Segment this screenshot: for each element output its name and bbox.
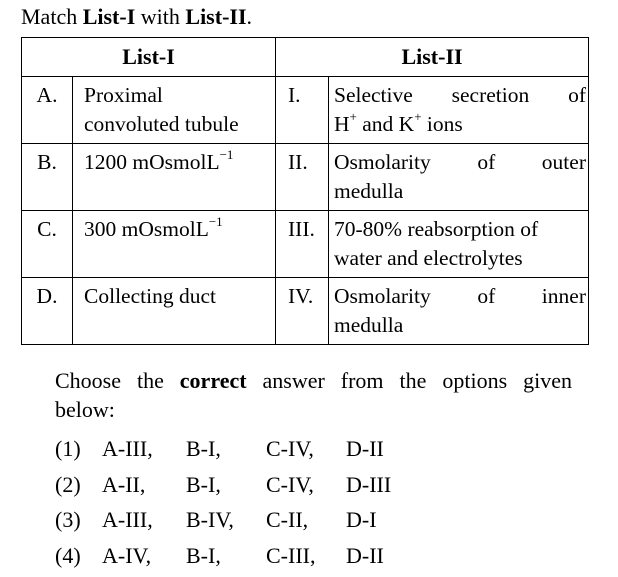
- row-label-right: I.: [276, 77, 329, 144]
- option-pair: B-I,: [186, 542, 221, 568]
- option-pair: D-III: [346, 471, 392, 497]
- table-row: [22, 211, 589, 278]
- option-number: (2): [55, 471, 81, 497]
- list2-item: [329, 144, 589, 211]
- question-title: [21, 4, 252, 30]
- option-pair: C-III,: [266, 542, 316, 568]
- list2-item: [329, 77, 589, 144]
- title-suffix: .: [246, 4, 253, 29]
- question-line1: [55, 366, 572, 395]
- word: Osmolarity: [334, 284, 431, 308]
- answer-options: [55, 431, 426, 573]
- word: of: [477, 150, 496, 174]
- word: the: [136, 368, 164, 393]
- list2-item: [329, 211, 589, 278]
- list1-item: [73, 77, 276, 144]
- word: secretion: [451, 83, 530, 107]
- list2-item: [329, 278, 589, 345]
- option-3[interactable]: [55, 502, 426, 538]
- option-pair: C-II,: [266, 507, 309, 532]
- list1-item: [73, 211, 276, 278]
- list2-item-line1: [334, 282, 586, 311]
- option-number: (4): [55, 542, 81, 568]
- list1-item-text: 1200 mOsmolL: [84, 150, 220, 174]
- word: Osmolarity: [334, 150, 431, 174]
- superscript: +: [414, 108, 422, 124]
- option-pair: A-II,: [102, 471, 146, 497]
- list2-item-line1: 70-80% reabsorption of: [334, 217, 539, 241]
- superscript: +: [349, 108, 357, 124]
- row-label-left: C.: [22, 211, 73, 278]
- list2-item-line2: [334, 110, 586, 139]
- word: Selective: [334, 83, 413, 107]
- table-header-row: [22, 38, 589, 77]
- option-pair: D-II: [346, 436, 384, 461]
- list2-item-line2: medulla: [334, 313, 404, 337]
- option-2[interactable]: [55, 467, 426, 503]
- option-number: (3): [55, 507, 81, 532]
- title-list1: List-I: [82, 4, 136, 29]
- row-label-left: A.: [22, 77, 73, 144]
- option-pair: B-I,: [186, 471, 221, 497]
- list1-item-text: 300 mOsmolL: [84, 217, 209, 241]
- list2-item-line2: medulla: [334, 179, 404, 203]
- table-row: [22, 77, 589, 144]
- list2-item-line2: water and electrolytes: [334, 246, 523, 270]
- header-list2: List-II: [276, 38, 589, 77]
- word: options: [442, 368, 508, 393]
- option-pair: B-IV,: [186, 507, 234, 532]
- option-number: (1): [55, 436, 81, 461]
- list1-item: [73, 144, 276, 211]
- text-h: H: [334, 112, 350, 136]
- list1-item-line2: convoluted tubule: [84, 112, 239, 136]
- word: inner: [541, 284, 586, 308]
- word: the: [399, 368, 427, 393]
- list2-item-line1: [334, 148, 586, 177]
- emphasis-word: correct: [179, 368, 247, 393]
- word: from: [340, 368, 384, 393]
- superscript: −1: [208, 213, 223, 229]
- word: given: [523, 368, 572, 393]
- option-pair: A-III,: [102, 436, 153, 461]
- title-prefix: Match: [21, 4, 83, 29]
- list1-item-line1: Proximal: [84, 83, 163, 107]
- table-row: [22, 144, 589, 211]
- question-prompt: [55, 366, 575, 424]
- option-1[interactable]: [55, 431, 426, 467]
- title-mid: with: [135, 4, 186, 29]
- option-pair: D-I: [346, 507, 377, 532]
- word: outer: [541, 150, 586, 174]
- row-label-right: III.: [276, 211, 329, 278]
- header-list1: List-I: [22, 38, 276, 77]
- row-label-left: B.: [22, 144, 73, 211]
- question-line2: below:: [55, 397, 115, 422]
- option-4[interactable]: [55, 538, 426, 574]
- word: Choose: [55, 368, 121, 393]
- match-table: [21, 37, 589, 345]
- row-label-right: II.: [276, 144, 329, 211]
- option-pair: C-IV,: [266, 471, 314, 497]
- row-label-right: IV.: [276, 278, 329, 345]
- option-pair: C-IV,: [266, 436, 314, 461]
- option-pair: B-I,: [186, 436, 221, 461]
- table-row: [22, 278, 589, 345]
- word: of: [477, 284, 496, 308]
- list2-item-line1: [334, 81, 586, 110]
- text-ions: ions: [421, 112, 463, 136]
- word: of: [568, 83, 586, 107]
- option-pair: D-II: [346, 542, 384, 568]
- option-pair: A-IV,: [102, 542, 152, 568]
- superscript: −1: [219, 146, 234, 162]
- row-label-left: D.: [22, 278, 73, 345]
- text-k: and K: [356, 112, 415, 136]
- list1-item: Collecting duct: [73, 278, 276, 345]
- word: answer: [262, 368, 325, 393]
- title-list2: List-II: [185, 4, 247, 29]
- option-pair: A-III,: [102, 507, 153, 532]
